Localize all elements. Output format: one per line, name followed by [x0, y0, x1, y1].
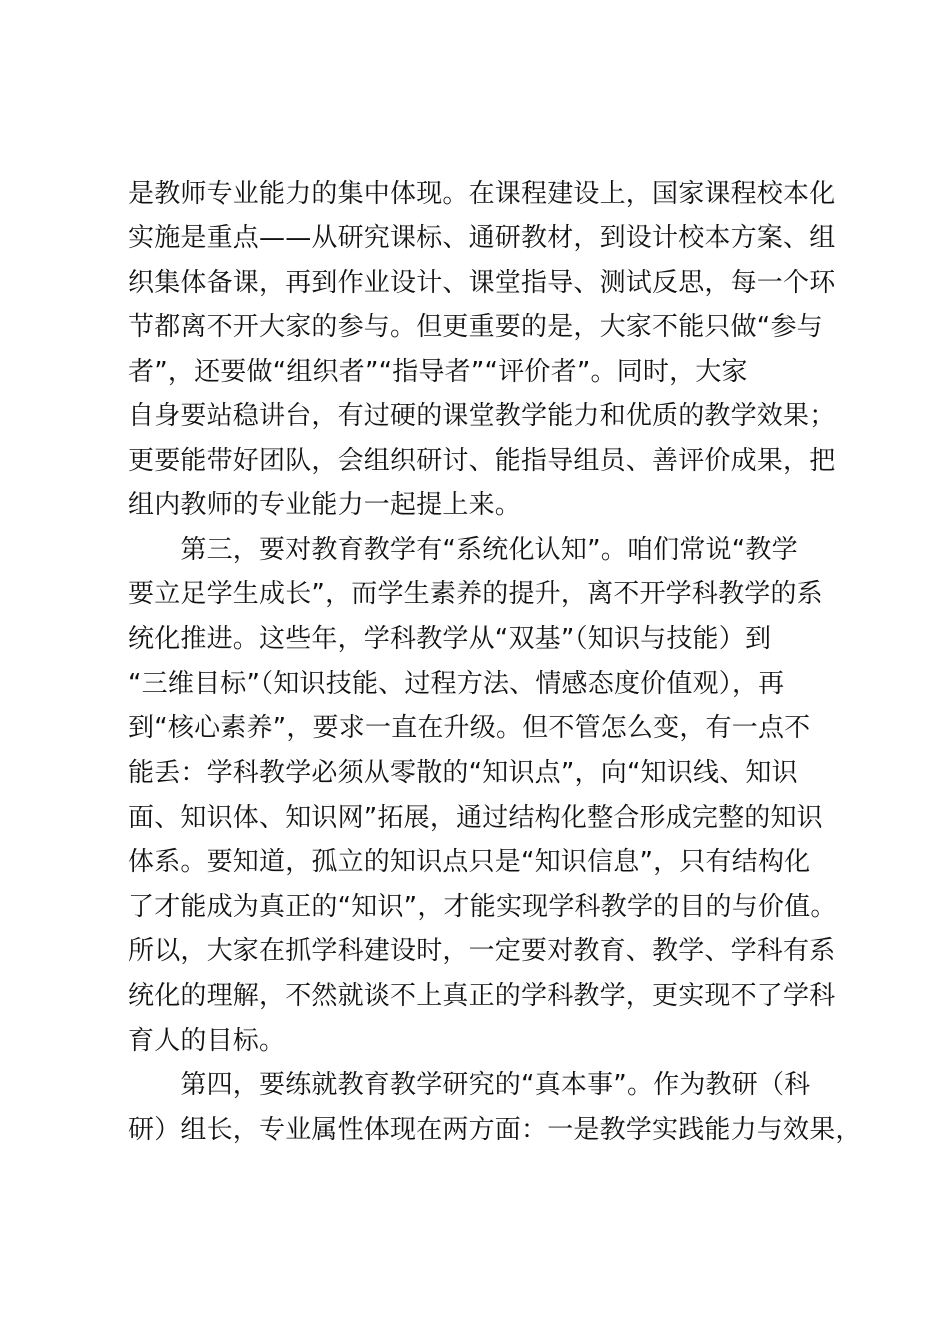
text-line: 统化推进。这些年，学科教学从“双基”（知识与技能）到 — [128, 624, 772, 654]
text-line: 更要能带好团队，会组织研讨、能指导组员、善评价成果，把 — [128, 446, 836, 476]
text-line: 了才能成为真正的“知识”，才能实现学科教学的目的与价值。 — [128, 892, 837, 922]
text-line: 统化的理解，不然就谈不上真正的学科教学，更实现不了学科 — [128, 981, 836, 1011]
text-line: 织集体备课，再到作业设计、课堂指导、测试反思，每一个环 — [128, 268, 836, 298]
text-line: 到“核心素养”，要求一直在升级。但不管怎么变，有一点不 — [128, 713, 811, 743]
text-line: 者”，还要做“组织者”“指导者”“评价者”。同时，大家 — [128, 357, 748, 387]
text-line: 面、知识体、知识网”拓展，通过结构化整合形成完整的知识 — [128, 803, 823, 833]
text-line: 实施是重点——从研究课标、通研教材，到设计校本方案、组 — [128, 223, 836, 253]
text-line: 节都离不开大家的参与。但更重要的是，大家不能只做“参与 — [128, 312, 823, 342]
text-line: “三维目标”（知识技能、过程方法、情感态度价值观），再 — [128, 669, 785, 699]
text-line: 自身要站稳讲台，有过硬的课堂教学能力和优质的教学效果； — [128, 401, 836, 431]
text-line: 第三，要对教育教学有“系统化认知”。咱们常说“教学 — [128, 535, 798, 565]
text-line: 第四，要练就教育教学研究的“真本事”。作为教研（科 — [128, 1070, 811, 1100]
text-line: 育人的目标。 — [128, 1026, 286, 1056]
text-line: 所以，大家在抓学科建设时，一定要对教育、教学、学科有系 — [128, 936, 836, 966]
text-line: 体系。要知道，孤立的知识点只是“知识信息”，只有结构化 — [128, 847, 811, 877]
text-line: 要立足学生成长”，而学生素养的提升，离不开学科教学的系 — [128, 579, 823, 609]
text-line: 能丢：学科教学必须从零散的“知识点”，向“知识线、知识 — [128, 758, 798, 788]
text-line: 是教师专业能力的集中体现。在课程建设上，国家课程校本化 — [128, 179, 836, 209]
text-line: 组内教师的专业能力一起提上来。 — [128, 490, 522, 520]
text-line: 研）组长，专业属性体现在两方面：一是教学实践能力与效果， — [128, 1115, 862, 1145]
